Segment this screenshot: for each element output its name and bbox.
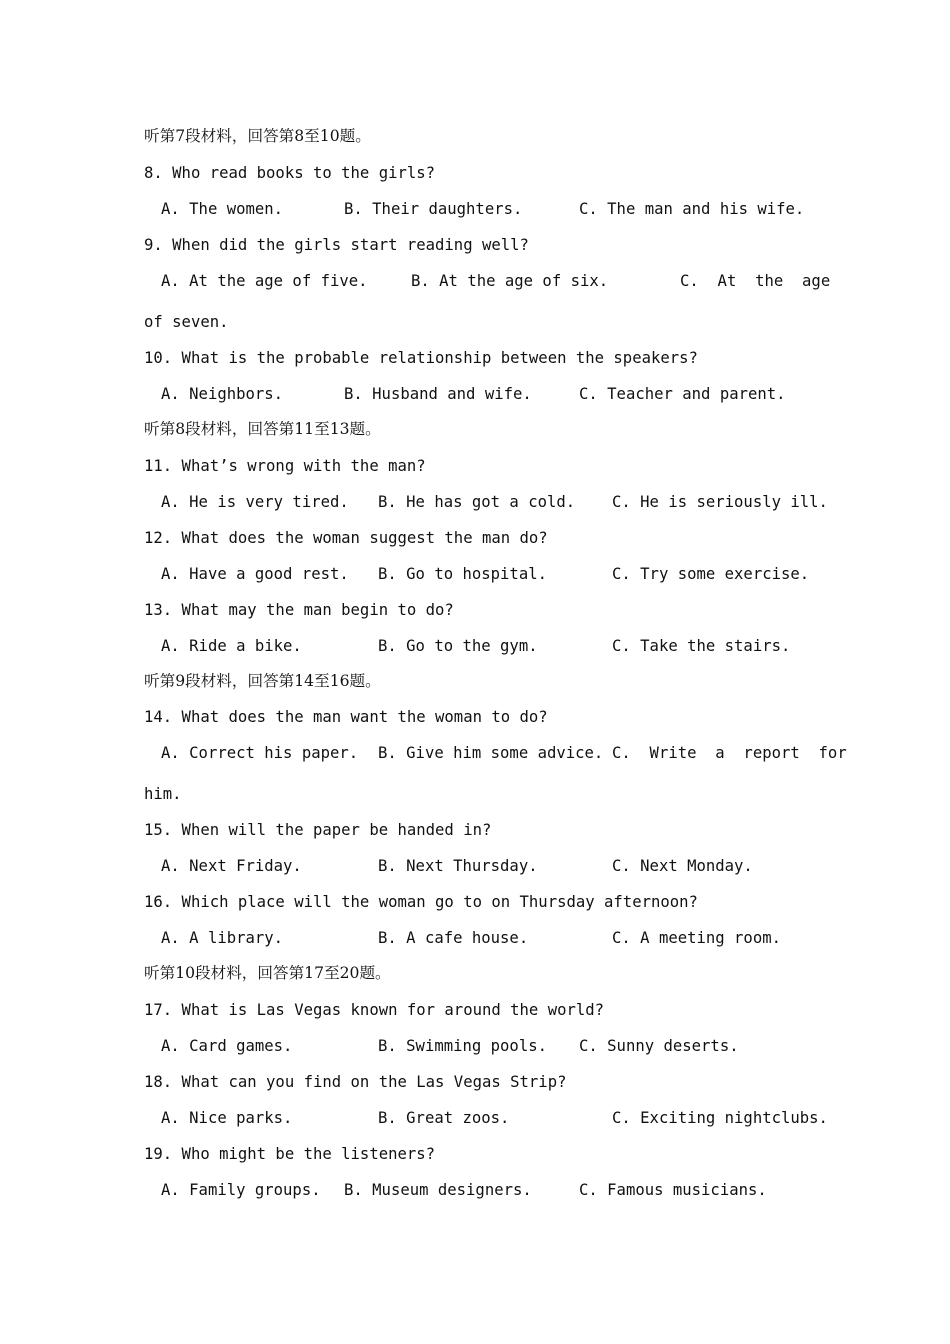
- question-11-stem: 11. What’s wrong with the man?: [144, 457, 426, 475]
- section-heading-7: 听第7段材料，回答第8至10题。: [144, 127, 371, 145]
- question-18-option-a: A. Nice parks.: [161, 1109, 293, 1127]
- question-9-stem: 9. When did the girls start reading well?: [144, 236, 529, 254]
- question-9-option-a: A. At the age of five.: [161, 272, 368, 290]
- question-8-stem: 8. Who read books to the girls?: [144, 164, 436, 182]
- question-14-option-c: C. Write a report for: [612, 744, 847, 762]
- question-15-option-b: B. Next Thursday.: [378, 857, 538, 875]
- question-15-option-a: A. Next Friday.: [161, 857, 302, 875]
- question-10-option-b: B. Husband and wife.: [344, 385, 532, 403]
- question-11-option-a: A. He is very tired.: [161, 493, 349, 511]
- question-14-option-b: B. Give him some advice.: [378, 744, 604, 762]
- question-14-stem: 14. What does the man want the woman to do?: [144, 708, 548, 726]
- question-16-stem: 16. Which place will the woman go to on Thursday afternoon?: [144, 893, 698, 911]
- question-17-option-b: B. Swimming pools.: [378, 1037, 547, 1055]
- question-19-option-b: B. Museum designers.: [344, 1181, 532, 1199]
- question-12-option-c: C. Try some exercise.: [612, 565, 810, 583]
- question-11-option-b: B. He has got a cold.: [378, 493, 576, 511]
- question-10-stem: 10. What is the probable relationship between the speakers?: [144, 349, 698, 367]
- section-heading-8: 听第8段材料，回答第11至13题。: [144, 420, 381, 438]
- question-17-option-a: A. Card games.: [161, 1037, 293, 1055]
- question-8-option-c: C. The man and his wife.: [579, 200, 805, 218]
- question-14-option-c-continued: him.: [144, 785, 182, 803]
- question-16-option-a: A. A library.: [161, 929, 284, 947]
- question-18-option-c: C. Exciting nightclubs.: [612, 1109, 828, 1127]
- question-10-option-a: A. Neighbors.: [161, 385, 284, 403]
- question-13-option-c: C. Take the stairs.: [612, 637, 791, 655]
- question-19-option-a: A. Family groups.: [161, 1181, 321, 1199]
- question-12-option-b: B. Go to hospital.: [378, 565, 547, 583]
- question-8-option-a: A. The women.: [161, 200, 284, 218]
- question-17-option-c: C. Sunny deserts.: [579, 1037, 739, 1055]
- question-15-stem: 15. When will the paper be handed in?: [144, 821, 492, 839]
- question-13-option-a: A. Ride a bike.: [161, 637, 302, 655]
- question-9-option-c-continued: of seven.: [144, 313, 229, 331]
- question-19-option-c: C. Famous musicians.: [579, 1181, 767, 1199]
- question-15-option-c: C. Next Monday.: [612, 857, 753, 875]
- question-10-option-c: C. Teacher and parent.: [579, 385, 786, 403]
- question-9-option-b: B. At the age of six.: [411, 272, 609, 290]
- question-19-stem: 19. Who might be the listeners?: [144, 1145, 436, 1163]
- question-17-stem: 17. What is Las Vegas known for around the world?: [144, 1001, 605, 1019]
- question-13-option-b: B. Go to the gym.: [378, 637, 538, 655]
- question-9-option-c: C. At the age: [680, 272, 831, 290]
- question-8-option-b: B. Their daughters.: [344, 200, 523, 218]
- question-18-option-b: B. Great zoos.: [378, 1109, 510, 1127]
- section-heading-10: 听第10段材料，回答第17至20题。: [144, 964, 391, 982]
- question-12-stem: 12. What does the woman suggest the man do?: [144, 529, 548, 547]
- question-11-option-c: C. He is seriously ill.: [612, 493, 828, 511]
- question-13-stem: 13. What may the man begin to do?: [144, 601, 454, 619]
- question-16-option-c: C. A meeting room.: [612, 929, 781, 947]
- question-18-stem: 18. What can you find on the Las Vegas Strip?: [144, 1073, 567, 1091]
- question-12-option-a: A. Have a good rest.: [161, 565, 349, 583]
- question-14-option-a: A. Correct his paper.: [161, 744, 359, 762]
- question-16-option-b: B. A cafe house.: [378, 929, 529, 947]
- section-heading-9: 听第9段材料，回答第14至16题。: [144, 672, 381, 690]
